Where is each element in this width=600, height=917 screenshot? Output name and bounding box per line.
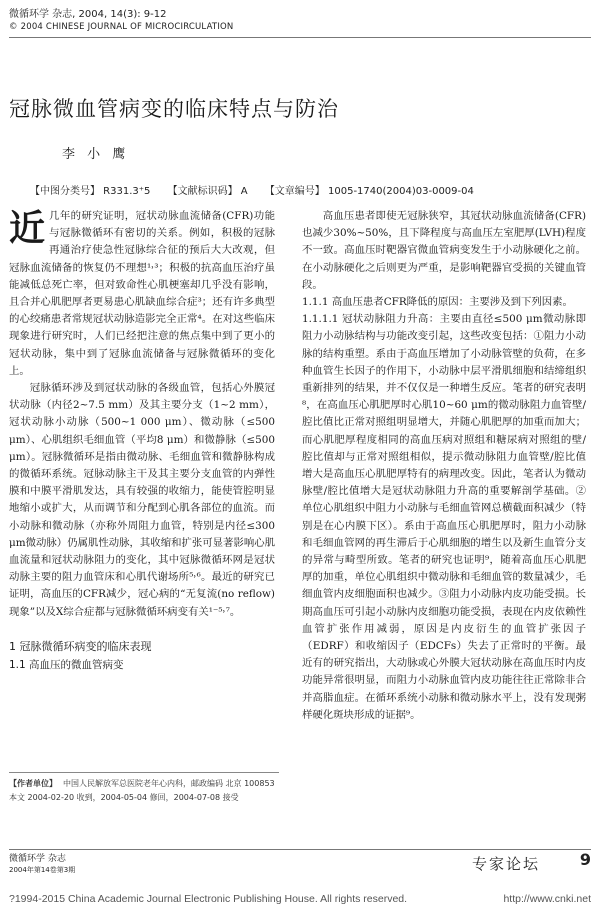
subsubsection-heading: 1.1.1 高血压患者CFR降低的原因：主要涉及到下列因素。 [302, 296, 573, 309]
right-column [302, 208, 586, 724]
copyright-text: ?1994-2015 China Academic Journal Electronic Publishing House. All rights reserved. [9, 893, 408, 905]
footer-issue: 2004年第14卷第3期 [9, 866, 76, 874]
article-title: 冠脉微血管病变的临床特点与防治 [9, 97, 339, 121]
intro-paragraph [9, 208, 275, 380]
received-dates: 本文 2004-02-20 收到，2004-05-04 修回，2004-07-08 接受 [9, 793, 239, 802]
intro-text: 几年的研究证明，冠状动脉血流储备(CFR)功能与冠脉微循环有密切的关系。例如，积极的冠脉再通治疗使急性冠脉综合征的预后大大改观，但冠脉血流储备的恢复仍不理想¹˒³；积极的抗高血压治疗虽能减低总死亡率，但对致命性心肌梗塞却几乎没有影响，且合并心肌肥厚者更易患心肌缺血综合症³；还有许多典型的心绞痛患者常规冠状动脉造影完全正常⁴。在对这些临床现象进行研究时，人们已经把注意的焦点集中到了更小的冠状动脉，集中到了冠脉血流储备与冠脉微循环的变化上。 [9, 210, 275, 377]
author-footnote [9, 772, 279, 805]
footer-rule [9, 849, 591, 850]
body-paragraph: 1.1.1.1 冠状动脉阻力升高：主要由直径≤500 μm微动脉即阻力小动脉结构与功能改变引起，这些改变包括：①阻力小动脉的结构重塑。系由于高血压增加了小动脉管壁的负荷，在多种血管生长因子的作用下，小动脉中层平滑肌细胞和结缔组织重新排列的结果，并不仅仅是一种增生反应。笔者的研究表明⁸，在高血压心肌肥厚时心肌10~60 μm的微动脉阻力血管壁/腔比值比正常对照组明显增大，并随心肌肥厚的加重而加大；而心肌肥厚程度相同的高血压病对照组和糖尿病对照组的壁/腔比值却与正常对照组相似，提示微动脉阻力血管壁/腔比值增大是高血压心肌肥厚特有的病理改变。因此，笔者认为微动脉壁/腔比值增大是冠状动脉阻力升高的重要解剖学基础。②单位心肌组织中阻力小动脉与毛细血管网总横截面积减少（特别是在心内膜下区）。系由于高血压心肌肥厚时，阻力小动脉和毛细血管网的再生滞后于心肌细胞的增生以及新生血管分支的异常与畸型所致。笔者的研究也证明⁹，随着高血压心肌肥厚的加重，单位心肌组织中微动脉和毛细血管的数量减少，毛细血管内皮细胞面积也减少。③阻力小动脉内皮功能受损。长期高血压可引起小动脉内皮细胞功能受损，表现在内皮依赖性血管扩张作用减弱，原因是内皮衍生的血管扩张因子（EDRF）和收缩因子（EDCFs）失去了正常时的平衡。最近有的研究指出，大动脉或心外膜大冠状动脉在高血压时内皮功能异常很明显，而阻力小动脉血管内皮功能往往正常除非合并高脂血症。在循环系统小动脉和微动脉水平上，没有发现粥样硬化斑块形成的证据⁹。 [302, 313, 586, 721]
page-number: 9 [579, 850, 591, 869]
footer-journal [9, 854, 75, 876]
body-paragraph: 高血压患者即使无冠脉狭窄，其冠状动脉血流储备(CFR)也减少30%~50%，且下降程度与高血压左室肥厚(LVH)程度不一致。高血压时靶器官微血管病变发生于小动脉硬化之前。在小动脉硬化之后则更为严重，是影响靶器官受损的关键血管段。 [302, 210, 586, 291]
drop-cap: 近 [9, 208, 46, 249]
author-unit-text: 中国人民解放军总医院老年心内科，邮政编码 北京 100853 [63, 779, 275, 788]
subsection-heading: 1.1 高血压的微血管病变 [9, 659, 124, 672]
journal-header [9, 9, 233, 33]
cnki-link[interactable]: http://www.cnki.net [503, 893, 591, 905]
body-paragraph: 冠脉循环涉及到冠状动脉的各级血管，包括心外膜冠状动脉（内径2~7.5 mm）及其主要分支（1~2 mm），冠状动脉小动脉（500~1 000 μm）、微动脉（≤500 μm）、心肌组织毛细血管（平均8 μm）和微静脉（≤500 μm）。冠脉微循环是指由微动脉、毛细血管和微静脉构成的微循环系统。冠脉动脉主干及其主要分支血管的内弹性膜和中膜平滑肌发达，具有较强的收缩力，能使管腔明显地缩小或扩大，从而调节和分配到心肌各部位的血流。而小动脉和微动脉（亦称外周阻力血管，特别是内径≤300 μm微动脉）仍属肌性动脉，其收缩和扩张可显著影响心肌血流量和冠状动脉阻力的变化，其中冠脉微循环网是冠状动脉主要的阻力血管床和心肌代谢场所⁵˒⁶。最近的研究已证明，高血压的CFR减少，冠心病的“无复流(no reflow)现象”以及X综合症都与冠脉微循环病变有关¹⁻⁵˒⁷。 [9, 382, 275, 618]
copyright-line [9, 893, 591, 905]
clc-number: 【中图分类号】 R331.3⁺5 [30, 186, 151, 197]
header-rule [9, 37, 591, 38]
footer-journal-name: 微循环学 杂志 [9, 854, 66, 864]
document-code: 【文献标识码】 A [167, 186, 248, 197]
article-author: 李 小 鹰 [62, 147, 130, 162]
author-unit-label: 【作者单位】 [9, 779, 57, 788]
journal-citation: 微循环学 杂志, 2004, 14(3): 9-12 [9, 9, 167, 20]
section-heading: 1 冠脉微循环病变的临床表现 [9, 639, 152, 653]
article-number: 【文章编号】 1005-1740(2004)03-0009-04 [264, 186, 474, 197]
footer-section: 专家论坛 [471, 855, 540, 873]
journal-english-name: © 2004 CHINESE JOURNAL OF MICROCIRCULATION [9, 22, 234, 32]
classification-line [30, 182, 488, 197]
left-column [9, 208, 275, 680]
